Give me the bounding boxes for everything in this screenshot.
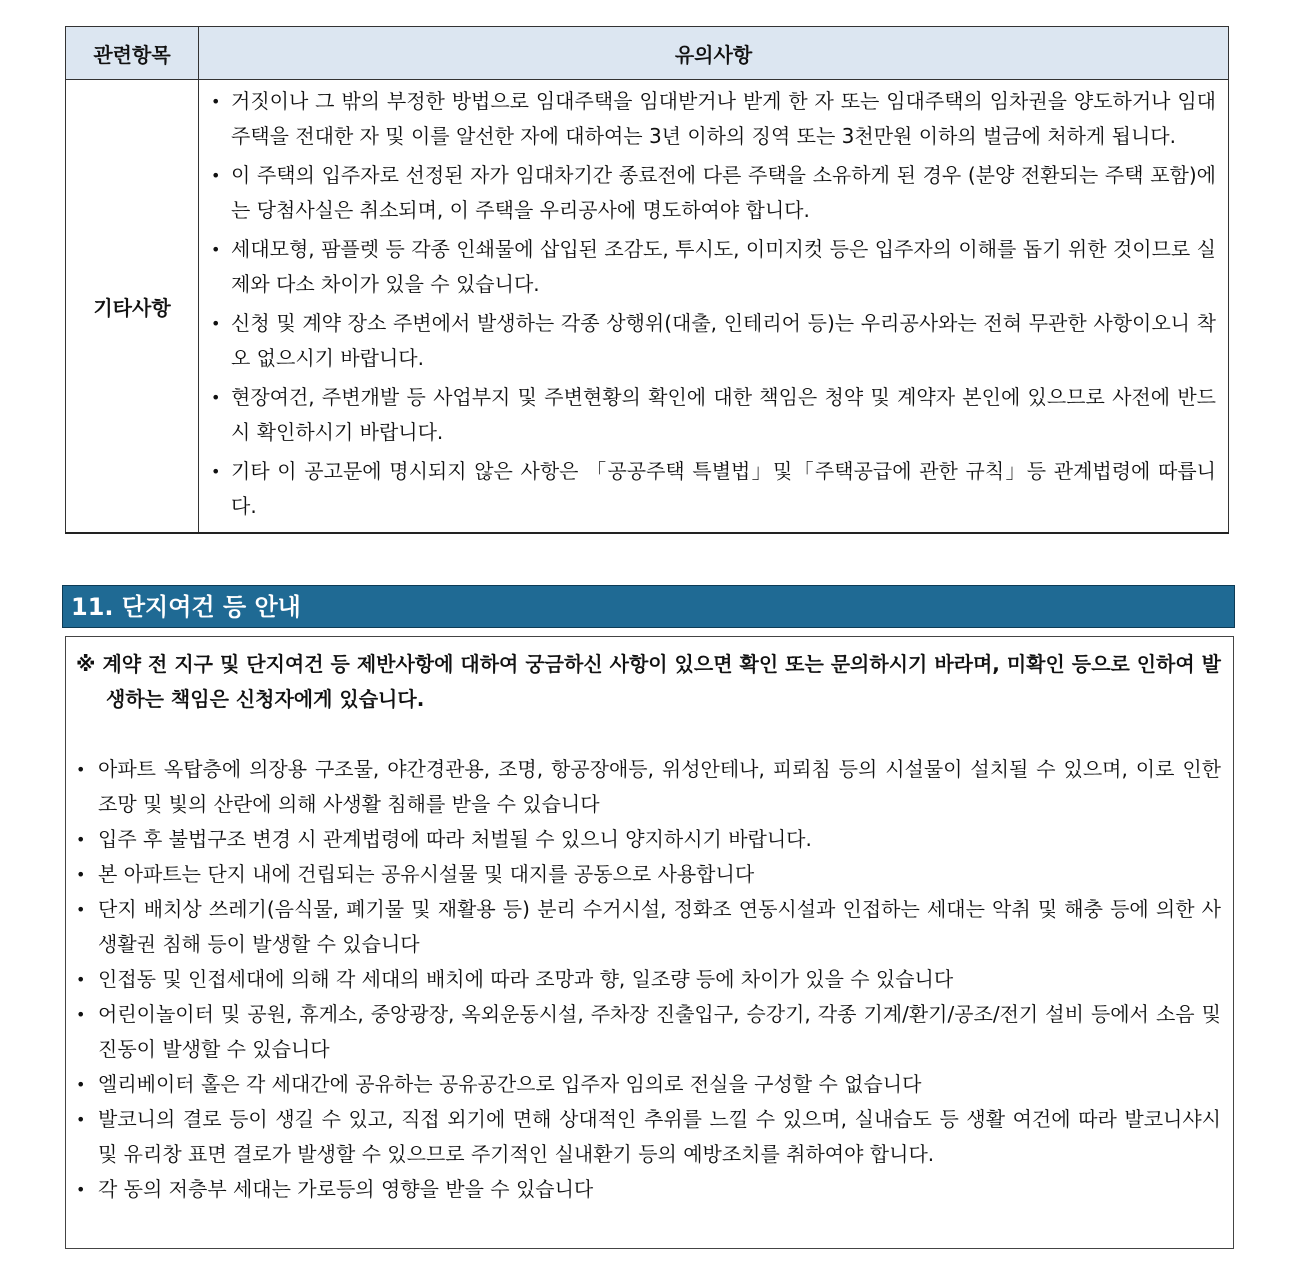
list-item: • 현장여건, 주변개발 등 사업부지 및 주변현황의 확인에 대한 책임은 청약 및 계약자 본인에 있으므로 사전에 반드시 확인하시기 바랍니다. <box>199 380 1216 450</box>
conditions-list <box>66 752 1221 1207</box>
list-item: • 단지 배치상 쓰레기(음식물, 폐기물 및 재활용 등) 분리 수거시설, 정화조 연동시설과 인접하는 세대는 악취 및 해충 등에 의한 사생활권 침해 등이 발생할 수 있습니다 <box>66 892 1221 962</box>
list-item: • 기타 이 공고문에 명시되지 않은 사항은 「공공주택 특별법」및「주택공급에 관한 규칙」등 관계법령에 따릅니다. <box>199 454 1216 524</box>
list-item: • 본 아파트는 단지 내에 건립되는 공유시설물 및 대지를 공동으로 사용합니다 <box>66 857 1221 892</box>
notes-list <box>199 84 1216 524</box>
list-item: • 이 주택의 입주자로 선정된 자가 임대차기간 종료전에 다른 주택을 소유하게 된 경우 (분양 전환되는 주택 포함)에는 당첨사실은 취소되며, 이 주택을 우리공사에 명도하여야 합니다. <box>199 158 1216 228</box>
header-notes: 유의사항 <box>199 27 1229 80</box>
list-item: • 엘리베이터 홀은 각 세대간에 공유하는 공유공간으로 입주자 임의로 전실을 구성할 수 없습니다 <box>66 1067 1221 1102</box>
list-item: • 거짓이나 그 밖의 부정한 방법으로 임대주택을 임대받거나 받게 한 자 또는 임대주택의 임차권을 양도하거나 임대주택을 전대한 자 및 이를 알선한 자에 대하여는 3년 이하의 징역 또는 3천만원 이하의 벌금에 처하게 됩니다. <box>199 84 1216 154</box>
table-row <box>66 80 1229 534</box>
section-title: 11. 단지여건 등 안내 <box>62 585 1235 628</box>
list-item: • 세대모형, 팜플렛 등 각종 인쇄물에 삽입된 조감도, 투시도, 이미지컷 등은 입주자의 이해를 돕기 위한 것이므로 실제와 다소 차이가 있을 수 있습니다. <box>199 232 1216 302</box>
list-item: • 어린이놀이터 및 공원, 휴게소, 중앙광장, 옥외운동시설, 주차장 진출입구, 승강기, 각종 기계/환기/공조/전기 설비 등에서 소음 및 진동이 발생할 수 있습니다 <box>66 997 1221 1067</box>
notes-table <box>65 26 1229 534</box>
table-header-row <box>66 27 1229 80</box>
list-item: • 입주 후 불법구조 변경 시 관계법령에 따라 처벌될 수 있으니 양지하시기 바랍니다. <box>66 822 1221 857</box>
list-item: • 인접동 및 인접세대에 의해 각 세대의 배치에 따라 조망과 향, 일조량 등에 차이가 있을 수 있습니다 <box>66 962 1221 997</box>
category-cell: 기타사항 <box>66 80 199 534</box>
header-category: 관련항목 <box>66 27 199 80</box>
list-item: • 발코니의 결로 등이 생길 수 있고, 직접 외기에 면해 상대적인 추위를 느낄 수 있으며, 실내습도 등 생활 여건에 따라 발코니샤시 및 유리창 표면 결로가 발생할 수 있으므로 주기적인 실내환기 등의 예방조치를 취하여야 합니다. <box>66 1102 1221 1172</box>
list-item: • 신청 및 계약 장소 주변에서 발생하는 각종 상행위(대출, 인테리어 등)는 우리공사와는 전혀 무관한 사항이오니 착오 없으시기 바랍니다. <box>199 306 1216 376</box>
list-item: • 각 동의 저층부 세대는 가로등의 영향을 받을 수 있습니다 <box>66 1172 1221 1207</box>
list-item: • 아파트 옥탑층에 의장용 구조물, 야간경관용, 조명, 항공장애등, 위성안테나, 피뢰침 등의 시설물이 설치될 수 있으며, 이로 인한 조망 및 빛의 산란에 의해 사생활 침해를 받을 수 있습니다 <box>66 752 1221 822</box>
section-content-box <box>65 636 1234 1249</box>
notice-text: ※ 계약 전 지구 및 단지여건 등 제반사항에 대하여 궁금하신 사항이 있으면 확인 또는 문의하시기 바라며, 미확인 등으로 인하여 발생하는 책임은 신청자에게 있습니다. <box>76 652 1221 711</box>
notes-cell <box>199 80 1229 534</box>
